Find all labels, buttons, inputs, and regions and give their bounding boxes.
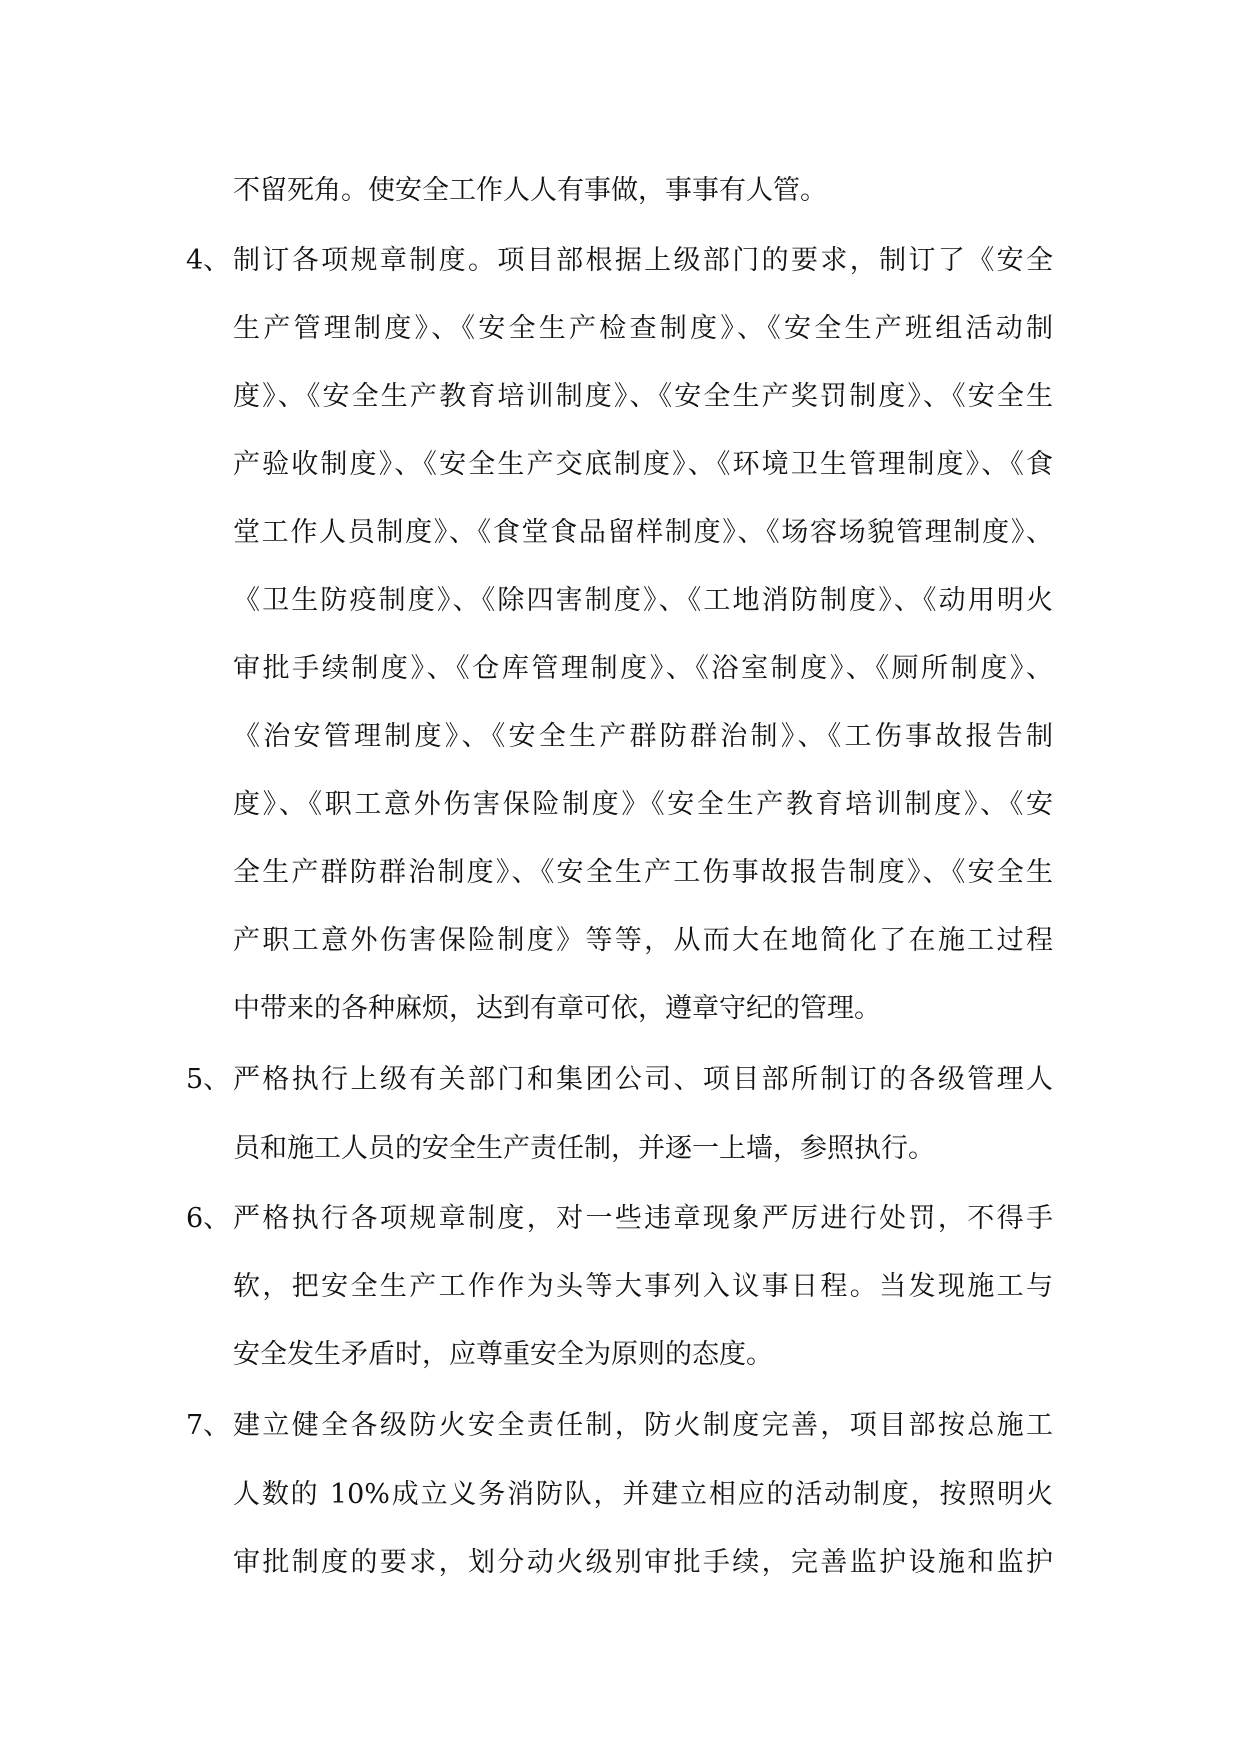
paragraph-line (0, 1331, 1241, 1379)
paragraph-line (0, 849, 1241, 897)
paragraph-line (0, 167, 1241, 215)
paragraph-line (0, 373, 1241, 421)
item-number: 6、 (186, 1203, 231, 1234)
item-text-line: 人数的 10%成立义务消防队，并建立相应的活动制度，按照明火 (233, 1479, 1053, 1510)
item-text-line: 中带来的各种麻烦，达到有章可依，遵章守纪的管理。 (233, 993, 881, 1024)
item-text-line: 员和施工人员的安全生产责任制，并逐一上墙，参照执行。 (233, 1133, 935, 1164)
paragraph-line (0, 577, 1241, 625)
paragraph-line (0, 1539, 1241, 1587)
paragraph-line (0, 645, 1241, 693)
paragraph-line (0, 985, 1241, 1033)
paragraph-line (0, 305, 1241, 353)
item-text-line: 软，把安全生产工作作为头等大事列入议事日程。当发现施工与 (233, 1271, 1053, 1302)
item-text-line: 度》、《安全生产教育培训制度》、《安全生产奖罚制度》、《安全生 (233, 381, 1053, 412)
paragraph-line (0, 1263, 1241, 1311)
paragraph-line (0, 1402, 1241, 1450)
item-text-line: 《卫生防疫制度》、《除四害制度》、《工地消防制度》、《动用明火 (233, 585, 1053, 616)
item-text-line: 建立健全各级防火安全责任制，防火制度完善，项目部按总施工 (233, 1410, 1053, 1441)
item-text-line: 安全发生矛盾时，应尊重安全为原则的态度。 (233, 1339, 773, 1370)
item-text-line: 审批手续制度》、《仓库管理制度》、《浴室制度》、《厕所制度》、 (233, 653, 1053, 684)
paragraph-line (0, 237, 1241, 285)
paragraph-line (0, 509, 1241, 557)
item-text-line: 审批制度的要求，划分动火级别审批手续，完善监护设施和监护 (233, 1547, 1053, 1578)
item-text-line: 生产管理制度》、《安全生产检查制度》、《安全生产班组活动制 (233, 313, 1053, 344)
item-text-line: 堂工作人员制度》、《食堂食品留样制度》、《场容场貌管理制度》、 (233, 517, 1053, 548)
item-number: 7、 (186, 1410, 231, 1441)
item-text-line: 严格执行上级有关部门和集团公司、项目部所制订的各级管理人 (233, 1064, 1053, 1095)
item-number: 5、 (186, 1064, 231, 1095)
paragraph-line (0, 1056, 1241, 1104)
item-number: 4、 (186, 245, 231, 276)
paragraph-line (0, 713, 1241, 761)
item-text-line: 制订各项规章制度。项目部根据上级部门的要求，制订了《安全 (233, 245, 1053, 276)
paragraph-line (0, 917, 1241, 965)
paragraph-line (0, 1471, 1241, 1519)
item-text-line: 产验收制度》、《安全生产交底制度》、《环境卫生管理制度》、《食 (233, 449, 1053, 480)
paragraph-line (0, 1125, 1241, 1173)
paragraph-line (0, 1195, 1241, 1243)
item-text-line: 产职工意外伤害保险制度》等等，从而大在地简化了在施工过程 (233, 925, 1053, 956)
item-text-line: 《治安管理制度》、《安全生产群防群治制》、《工伤事故报告制 (233, 721, 1053, 752)
item-text-line: 全生产群防群治制度》、《安全生产工伤事故报告制度》、《安全生 (233, 857, 1053, 888)
intro-tail-text: 不留死角。使安全工作人人有事做，事事有人管。 (233, 175, 827, 206)
item-text-line: 度》、《职工意外伤害保险制度》《安全生产教育培训制度》、《安 (233, 789, 1053, 820)
item-text-line: 严格执行各项规章制度，对一些违章现象严厉进行处罚，不得手 (233, 1203, 1053, 1234)
paragraph-line (0, 441, 1241, 489)
paragraph-line (0, 781, 1241, 829)
